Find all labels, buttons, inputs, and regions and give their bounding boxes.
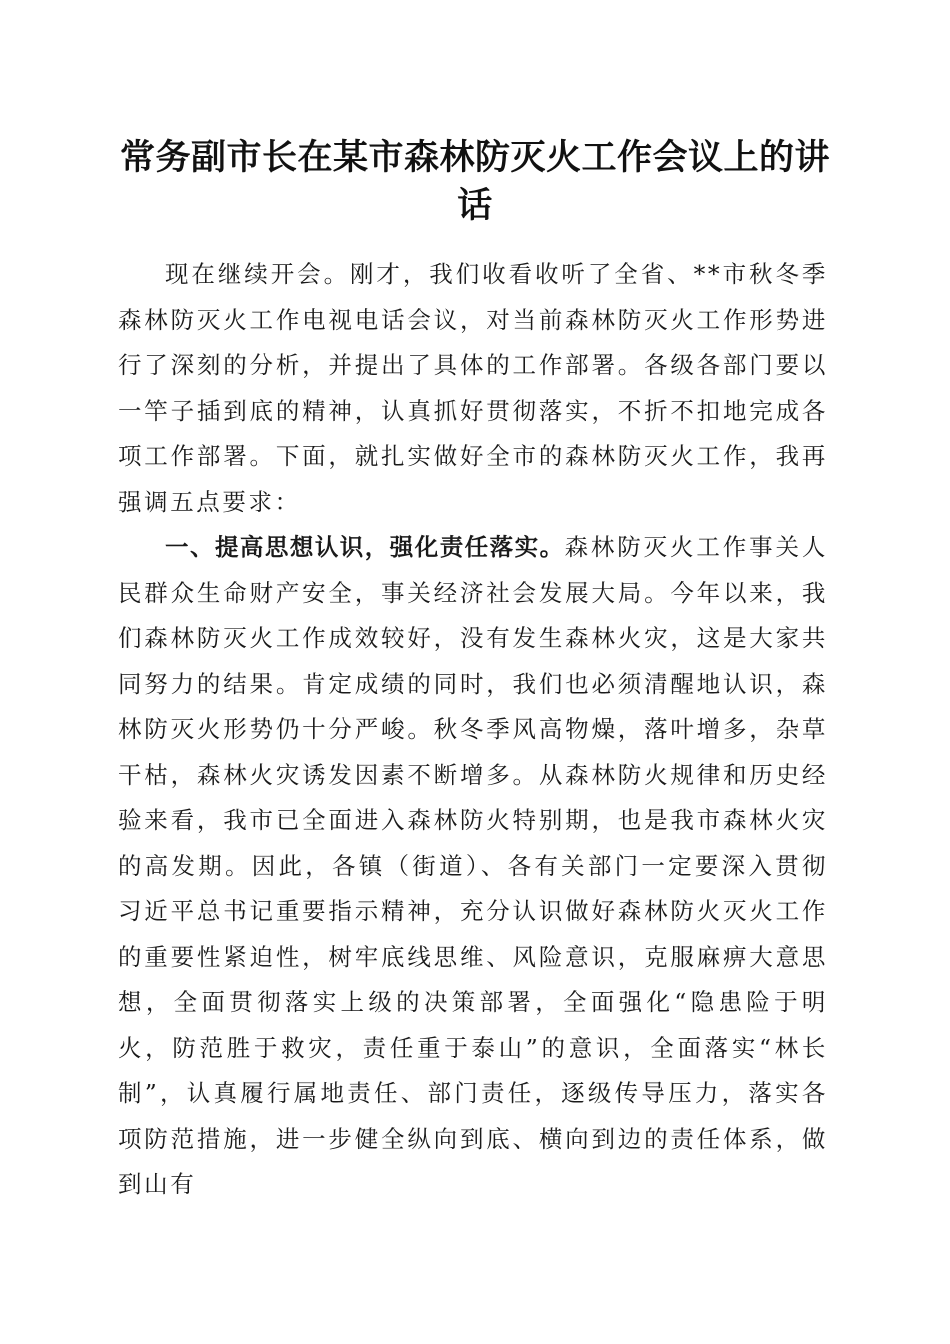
- paragraph-section-1: [118, 525, 828, 1208]
- paragraph-intro: [118, 252, 828, 525]
- paragraph-intro-text: 现在继续开会。刚才，我们收看收听了全省、**市秋冬季森林防灭火工作电视电话会议，对当前森林防灭火工作形势进行了深刻的分析，并提出了具体的工作部署。各级各部门要以一竿子插到底的精神，认真抓好贯彻落实，不折不扣地完成各项工作部署。下面，就扎实做好全市的森林防灭火工作，我再强调五点要求：: [118, 260, 828, 516]
- document-body: [118, 252, 828, 1208]
- section-1-heading: 一、提高思想认识，强化责任落实。: [165, 533, 565, 561]
- document-title: 常务副市长在某市森林防灭火工作会议上的讲话: [119, 137, 830, 226]
- section-1-text: 森林防灭火工作事关人民群众生命财产安全，事关经济社会发展大局。今年以来，我们森林防灭火工作成效较好，没有发生森林火灾，这是大家共同努力的结果。肯定成绩的同时，我们也必须清醒地认识，森林防灭火形势仍十分严峻。秋冬季风高物燥，落叶增多，杂草干枯，森林火灾诱发因素不断增多。从森林防火规律和历史经验来看，我市已全面进入森林防火特别期，也是我市森林火灾的高发期。因此，各镇（街道）、各有关部门一定要深入贯彻习近平总书记重要指示精神，充分认识做好森林防火灭火工作的重要性紧迫性，树牢底线思维、风险意识，克服麻痹大意思想，全面贯彻落实上级的决策部署，全面强化“隐患险于明火，防范胜于救灾，责任重于泰山”的意识，全面落实“林长制”，认真履行属地责任、部门责任，逐级传导压力，落实各项防范措施，进一步健全纵向到底、横向到边的责任体系，做到山有: [118, 533, 829, 1198]
